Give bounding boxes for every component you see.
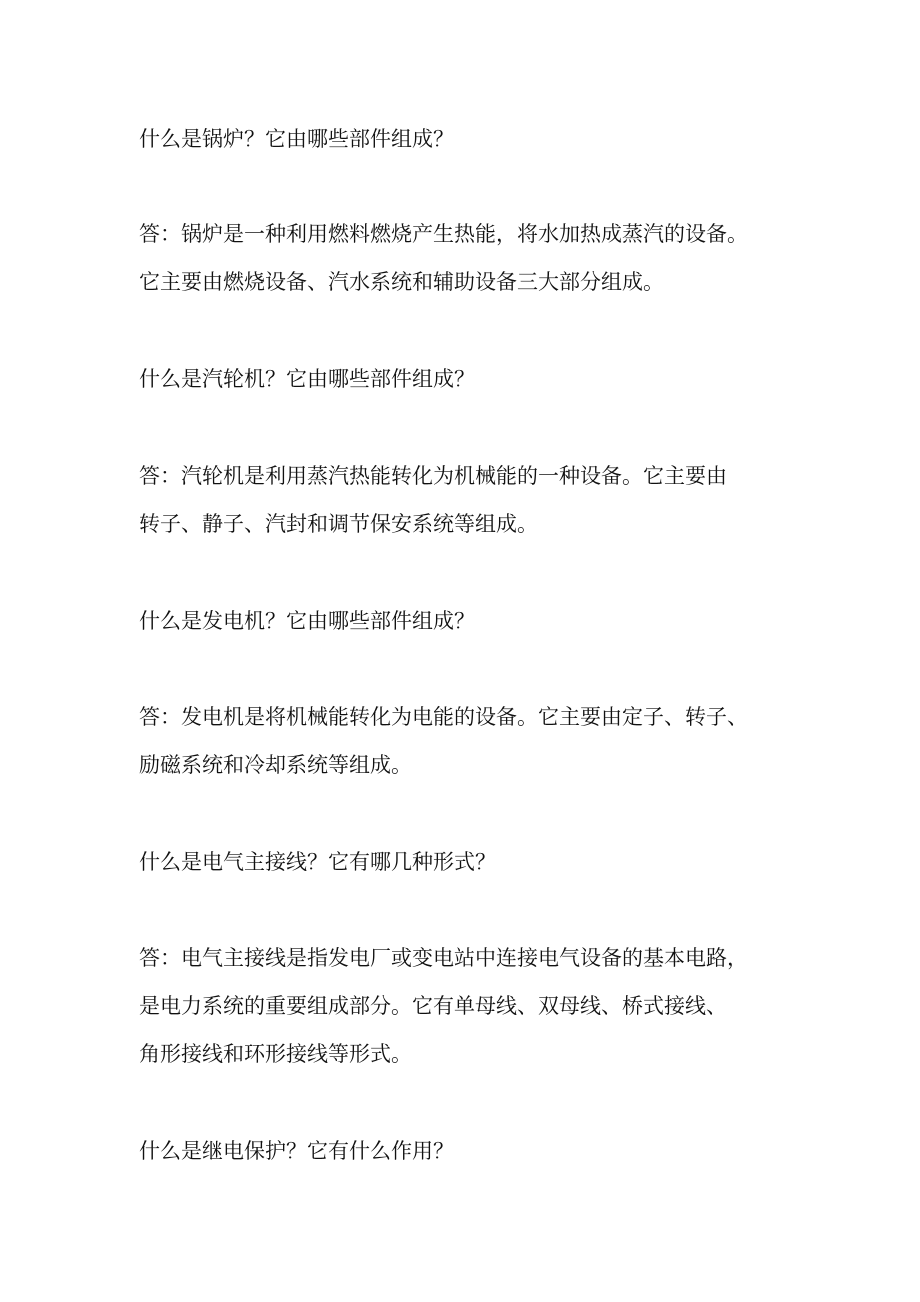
answer-line: 答：发电机是将机械能转化为电能的设备。它主要由定子、转子、 <box>139 705 748 729</box>
question-main-wiring: 什么是电气主接线？它有哪几种形式？ <box>139 850 496 874</box>
answer-generator <box>139 693 819 789</box>
question-relay-protection: 什么是继电保护？它有什么作用？ <box>139 1139 454 1163</box>
answer-line: 是电力系统的重要组成部分。它有单母线、双母线、桥式接线、 <box>139 994 727 1018</box>
question-boiler: 什么是锅炉？它由哪些部件组成？ <box>139 127 454 151</box>
answer-line: 转子、静子、汽封和调节保安系统等组成。 <box>139 512 538 536</box>
answer-boiler <box>139 210 819 306</box>
question-generator: 什么是发电机？它由哪些部件组成？ <box>139 609 475 633</box>
answer-line: 角形接线和环形接线等形式。 <box>139 1042 412 1066</box>
answer-steam-turbine <box>139 452 819 548</box>
answer-line: 答：锅炉是一种利用燃料燃烧产生热能，将水加热成蒸汽的设备。 <box>139 222 748 246</box>
answer-line: 答：汽轮机是利用蒸汽热能转化为机械能的一种设备。它主要由 <box>139 464 727 488</box>
question-steam-turbine: 什么是汽轮机？它由哪些部件组成？ <box>139 367 475 391</box>
answer-line: 它主要由燃烧设备、汽水系统和辅助设备三大部分组成。 <box>139 270 664 294</box>
answer-main-wiring <box>139 934 819 1078</box>
answer-line: 答：电气主接线是指发电厂或变电站中连接电气设备的基本电路， <box>139 946 748 970</box>
answer-line: 励磁系统和冷却系统等组成。 <box>139 753 412 777</box>
